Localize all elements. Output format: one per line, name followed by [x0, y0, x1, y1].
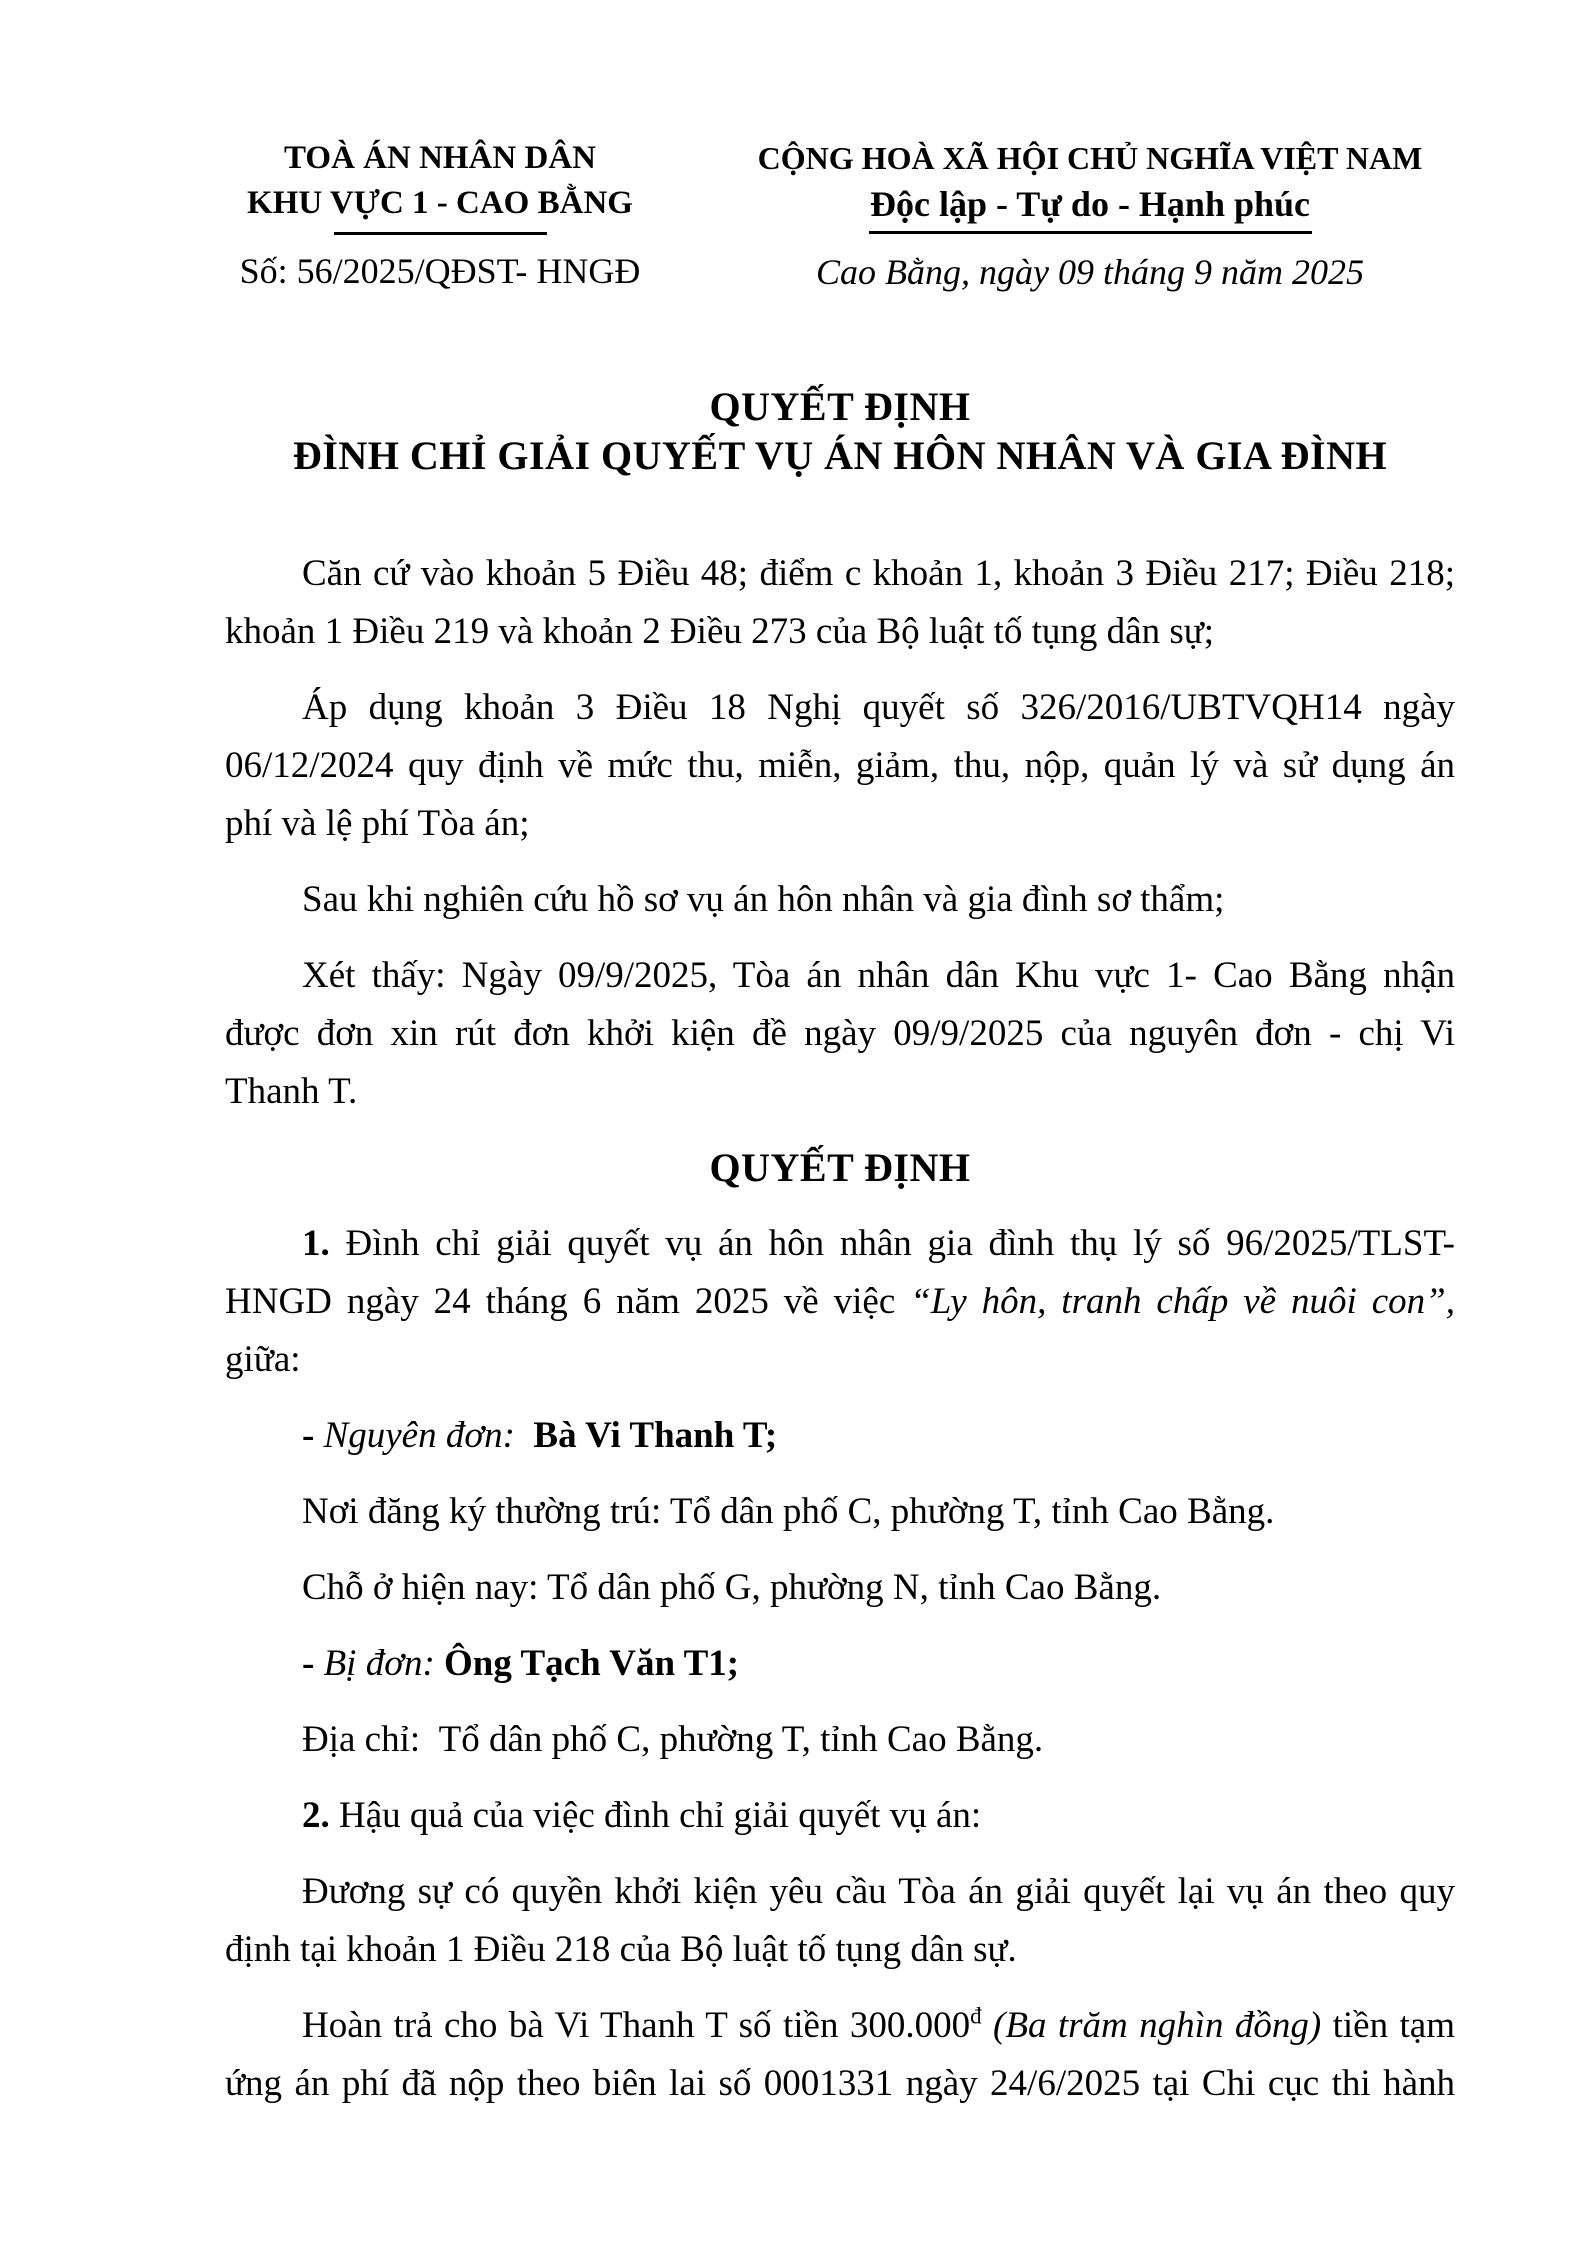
text-line: [225, 1407, 1455, 1465]
header-right-rule: [869, 231, 1312, 234]
text-segment: Đương sự có quyền khởi kiện yêu cầu Tòa án giải quyết lại vụ án theo quy: [302, 1871, 1455, 1912]
text-segment: HNGD ngày 24 tháng 6 năm 2025 về việc: [225, 1281, 911, 1322]
document-title-line2: ĐÌNH CHỈ GIẢI QUYẾT VỤ ÁN HÔN NHÂN VÀ GIA ĐÌNH: [292, 433, 1388, 478]
paragraph: [225, 1635, 1455, 1693]
court-name-line1: TOÀ ÁN NHÂN DÂN: [284, 140, 596, 176]
paragraph: [225, 545, 1455, 661]
text-segment: Chỗ ở hiện nay: Tổ dân phố G, phường N, tỉnh Cao Bằng.: [302, 1567, 1162, 1608]
text-line: [225, 603, 1455, 661]
paragraph: [225, 871, 1455, 929]
text-segment: ứng án phí đã nộp theo biên lai số 0001331 ngày 24/6/2025 tại Chi cục thi hành: [225, 2063, 1455, 2104]
text-line: [225, 1997, 1455, 2055]
paragraph: [225, 1711, 1455, 1769]
text-segment: “Ly hôn, tranh chấp về nuôi con”,: [910, 1281, 1456, 1322]
text-segment: Xét thấy: Ngày 09/9/2025, Tòa án nhân dân Khu vực 1- Cao Bằng nhận: [302, 955, 1455, 996]
text-segment: 1.: [302, 1223, 330, 1264]
text-segment: Áp dụng khoản 3 Điều 18 Nghị quyết số 326/2016/UBTVQH14 ngày: [302, 687, 1455, 728]
text-line: [225, 871, 1455, 929]
paragraph: [225, 679, 1455, 853]
text-line: [225, 1635, 1455, 1693]
text-line: [225, 1921, 1455, 1979]
text-line: [225, 1005, 1455, 1063]
text-line: [225, 1331, 1455, 1389]
document-number: Số: 56/2025/QĐST- HNGĐ: [239, 251, 641, 291]
text-segment: Thanh T.: [225, 1071, 358, 1112]
text-line: [225, 1787, 1455, 1845]
text-segment: -: [302, 1643, 324, 1684]
text-segment: được đơn xin rút đơn khởi kiện đề ngày 09/9/2025 của nguyên đơn - chị Vi: [225, 1013, 1455, 1054]
text-line: [225, 1559, 1455, 1617]
paragraph: [225, 1559, 1455, 1617]
text-segment: Nơi đăng ký thường trú: Tổ dân phố C, phường T, tỉnh Cao Bằng.: [302, 1491, 1275, 1532]
paragraph: [225, 1863, 1455, 1979]
text-line: [225, 679, 1455, 737]
text-segment: 06/12/2024 quy định về mức thu, miễn, giảm, thu, nộp, quản lý và sử dụng án: [225, 745, 1455, 786]
text-segment: Sau khi nghiên cứu hồ sơ vụ án hôn nhân và gia đình sơ thẩm;: [302, 879, 1225, 920]
text-line: [225, 545, 1455, 603]
text-segment: Nguyên đơn:: [323, 1415, 525, 1456]
paragraph: [225, 1483, 1455, 1541]
document-body: [225, 545, 1455, 2113]
text-line: [225, 1215, 1455, 1273]
court-name-line2: KHU VỰC 1 - CAO BẰNG: [247, 185, 633, 221]
place-date-line: Cao Bằng, ngày 09 tháng 9 năm 2025: [816, 252, 1364, 292]
text-segment: tiền tạm: [1321, 2005, 1456, 2046]
text-segment: Hoàn trả cho bà Vi Thanh T số tiền 300.000: [302, 2005, 971, 2046]
text-segment: phí và lệ phí Tòa án;: [225, 803, 530, 844]
text-line: [225, 947, 1455, 1005]
header-left-rule: [334, 232, 547, 235]
text-line: [225, 1711, 1455, 1769]
text-segment: khoản 1 Điều 219 và khoản 2 Điều 273 của Bộ luật tố tụng dân sự;: [225, 611, 1215, 652]
text-segment: Đình chỉ giải quyết vụ án hôn nhân gia đình thụ lý số 96/2025/TLST-: [329, 1223, 1455, 1264]
header-left: [190, 136, 690, 291]
text-segment: Bà Vi Thanh T;: [524, 1415, 778, 1456]
text-segment: (Ba trăm nghìn đồng): [993, 2005, 1322, 2046]
paragraph: [225, 1787, 1455, 1845]
text-segment: Bị đơn:: [323, 1643, 445, 1684]
text-segment: Hậu quả của việc đình chỉ giải quyết vụ án:: [329, 1795, 982, 1836]
document-title: [225, 382, 1455, 480]
text-line: [225, 2055, 1455, 2113]
text-segment: 2.: [302, 1795, 330, 1836]
text-line: [225, 737, 1455, 795]
national-title: CỘNG HOÀ XÃ HỘI CHỦ NGHĨA VIỆT NAM: [757, 140, 1423, 176]
text-segment: Ông Tạch Văn T1;: [444, 1643, 740, 1684]
text-line: [225, 1273, 1455, 1331]
text-segment: đ: [970, 2003, 982, 2029]
document-title-line1: QUYẾT ĐỊNH: [709, 384, 971, 429]
text-line: [225, 1063, 1455, 1121]
paragraph: [225, 1997, 1455, 2113]
text-segment: Địa chỉ: Tổ dân phố C, phường T, tỉnh Cao Bằng.: [302, 1719, 1044, 1760]
paragraph: [225, 947, 1455, 1121]
text-segment: -: [302, 1415, 324, 1456]
text-segment: giữa:: [225, 1339, 301, 1380]
text-segment: định tại khoản 1 Điều 218 của Bộ luật tố tụng dân sự.: [225, 1929, 1017, 1970]
section-heading: QUYẾT ĐỊNH: [709, 1145, 971, 1190]
paragraph: [225, 1215, 1455, 1389]
paragraph: [225, 1407, 1455, 1465]
text-segment: Căn cứ vào khoản 5 Điều 48; điểm c khoản 1, khoản 3 Điều 217; Điều 218;: [302, 553, 1455, 594]
text-line: [225, 1863, 1455, 1921]
national-motto: Độc lập - Tự do - Hạnh phúc: [869, 184, 1311, 224]
text-segment: [982, 2005, 993, 2046]
header-right: [740, 136, 1440, 292]
text-line: [225, 795, 1455, 853]
text-line: [225, 1483, 1455, 1541]
